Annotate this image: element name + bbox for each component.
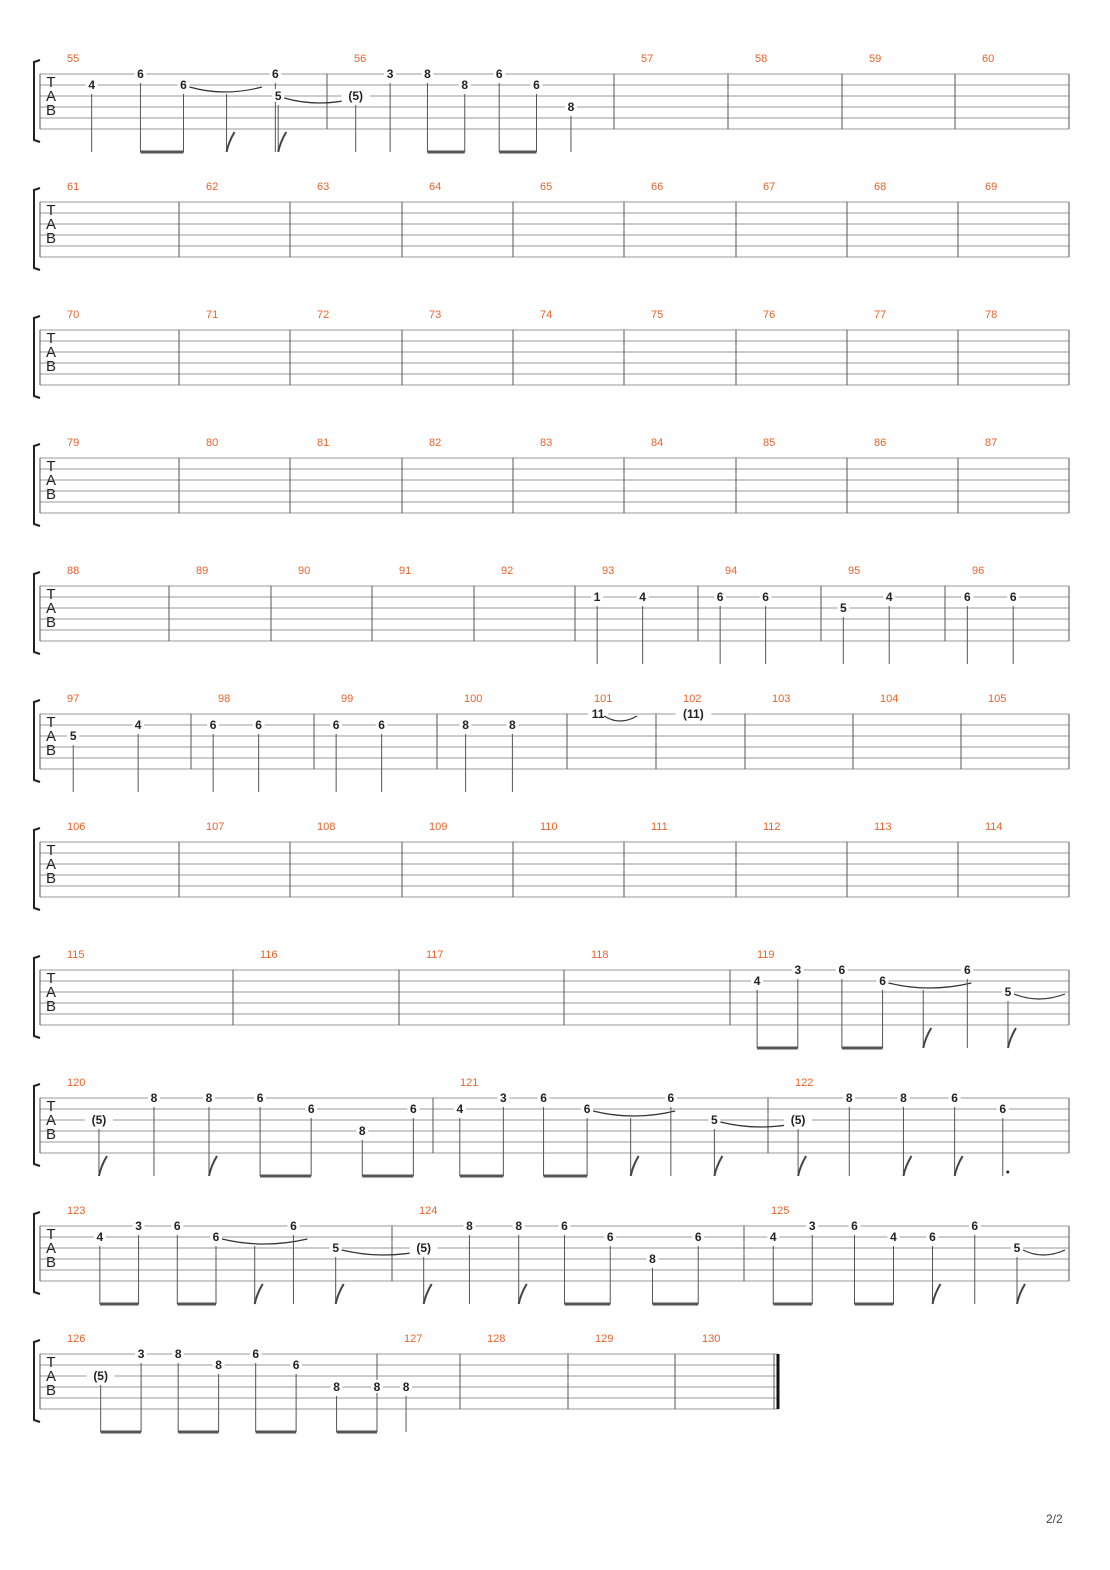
tie-arc — [593, 1111, 675, 1116]
fret-number: 8 — [333, 1380, 340, 1394]
fret-number: 8 — [845, 1091, 853, 1105]
measure-number: 88 — [67, 565, 80, 577]
measure-number: 104 — [880, 693, 899, 705]
measure-number: 67 — [763, 181, 776, 193]
measure-number: 93 — [602, 565, 615, 577]
page-number: 2/2 — [1046, 1512, 1063, 1526]
tie-arc — [222, 1239, 307, 1244]
fret-number: 3 — [137, 1347, 145, 1361]
system-bracket — [34, 700, 40, 782]
fret-number: (5) — [93, 1369, 108, 1383]
tie-arc — [604, 716, 637, 721]
fret-number: 6 — [495, 67, 503, 81]
tab-clef-letter: A — [45, 344, 57, 361]
system-bracket — [34, 572, 40, 654]
note-flag — [903, 1156, 911, 1176]
measure-number: 78 — [985, 309, 998, 321]
measure-number: 65 — [540, 181, 553, 193]
measure-number: 76 — [763, 309, 776, 321]
tab-clef-letter: T — [46, 1354, 56, 1371]
measure-number: 128 — [487, 1333, 506, 1345]
measure-number: 86 — [874, 437, 887, 449]
fret-number: 4 — [134, 718, 142, 732]
tie-arc — [1014, 994, 1065, 999]
note-flag — [99, 1156, 107, 1176]
fret-number: 3 — [135, 1219, 142, 1233]
measure-number: 71 — [206, 309, 219, 321]
fret-number: 8 — [424, 67, 431, 81]
measure-number: 119 — [757, 949, 775, 961]
tab-system — [34, 309, 1069, 398]
fret-number: 11 — [591, 707, 605, 721]
fret-number: 6 — [838, 963, 846, 977]
fret-number: 6 — [716, 590, 724, 604]
note-flag — [336, 1284, 344, 1304]
measure-number: 58 — [755, 53, 768, 65]
fret-number: 6 — [929, 1230, 936, 1244]
measure-number: 121 — [460, 1077, 479, 1089]
measure-number: 123 — [67, 1205, 86, 1217]
measure-number: 60 — [982, 53, 995, 65]
tab-clef-letter: B — [45, 1126, 57, 1143]
fret-number: 8 — [509, 718, 516, 732]
measure-number: 111 — [651, 821, 668, 833]
note-flag — [714, 1156, 722, 1176]
measure-number: 63 — [317, 181, 330, 193]
tab-clef-letter: A — [45, 856, 57, 873]
fret-number: 6 — [561, 1219, 568, 1233]
measure-number: 98 — [218, 693, 231, 705]
fret-number: 6 — [173, 1219, 181, 1233]
tab-clef-letter: B — [45, 1254, 57, 1271]
tab-clef-letter: A — [45, 1112, 57, 1129]
note-flag — [798, 1156, 806, 1176]
fret-number: 6 — [963, 963, 971, 977]
tab-clef-letter: A — [45, 472, 57, 489]
note-flag — [631, 1156, 639, 1176]
tab-clef-letter: B — [45, 358, 57, 375]
measure-number: 100 — [464, 693, 483, 705]
measure-number: 92 — [501, 565, 514, 577]
tab-clef-letter: T — [46, 458, 56, 475]
fret-number: 6 — [137, 67, 144, 81]
measure-number: 75 — [651, 309, 664, 321]
tab-clef-letter: A — [45, 728, 57, 745]
fret-number: 6 — [999, 1102, 1007, 1116]
tab-clef-letter: T — [46, 74, 56, 91]
measure-number: 79 — [67, 437, 80, 449]
fret-number: 8 — [215, 1358, 222, 1372]
fret-number: (5) — [790, 1113, 806, 1127]
note-flag — [1017, 1284, 1025, 1304]
fret-number: 6 — [1009, 590, 1017, 604]
fret-number: 3 — [794, 963, 802, 977]
fret-number: (11) — [683, 707, 704, 721]
system-bracket — [34, 316, 40, 398]
tab-system — [34, 1333, 778, 1432]
tab-clef-letter: T — [46, 1226, 56, 1243]
fret-number: 6 — [963, 590, 971, 604]
tab-system — [34, 437, 1069, 526]
note-flag — [933, 1284, 941, 1304]
tab-system — [34, 949, 1069, 1048]
fret-number: 6 — [212, 1230, 220, 1244]
measure-number: 84 — [651, 437, 664, 449]
tab-clef-letter: B — [45, 742, 57, 759]
duration-dot — [1006, 1171, 1009, 1174]
measure-number: 73 — [429, 309, 442, 321]
measure-number: 95 — [848, 565, 861, 577]
measure-number: 62 — [206, 181, 219, 193]
fret-number: 6 — [271, 67, 279, 81]
system-bracket — [34, 1340, 40, 1422]
fret-number: 6 — [255, 718, 262, 732]
fret-number: 6 — [851, 1219, 858, 1233]
tab-clef-letter: T — [46, 586, 56, 603]
fret-number: (5) — [348, 89, 364, 103]
fret-number: 6 — [879, 974, 886, 988]
measure-number: 110 — [540, 821, 558, 833]
fret-number: 6 — [540, 1091, 547, 1105]
measure-number: 74 — [540, 309, 553, 321]
measure-number: 115 — [67, 949, 85, 961]
fret-number: 8 — [461, 78, 469, 92]
tie-arc — [1023, 1250, 1065, 1255]
note-flag — [278, 132, 286, 152]
fret-number: 6 — [667, 1091, 675, 1105]
fret-number: 6 — [583, 1102, 591, 1116]
system-bracket — [34, 444, 40, 526]
note-flag — [227, 132, 235, 152]
tab-system — [34, 1077, 1069, 1176]
fret-number: 4 — [753, 974, 761, 988]
fret-number: 4 — [88, 78, 96, 92]
measure-number: 59 — [869, 53, 882, 65]
tab-clef-letter: B — [45, 998, 57, 1015]
system-bracket — [34, 956, 40, 1038]
fret-number: 8 — [515, 1219, 523, 1233]
fret-number: 4 — [456, 1102, 464, 1116]
tab-clef-letter: T — [46, 842, 56, 859]
measure-number: 83 — [540, 437, 553, 449]
fret-number: 6 — [951, 1091, 958, 1105]
fret-number: 8 — [900, 1091, 907, 1105]
tab-system — [34, 821, 1069, 910]
tie-arc — [190, 87, 262, 92]
measure-number: 126 — [67, 1333, 86, 1345]
system-bracket — [34, 1084, 40, 1166]
tab-clef-letter: A — [45, 984, 57, 1001]
fret-number: 6 — [694, 1230, 702, 1244]
measure-number: 91 — [399, 565, 412, 577]
note-flag — [923, 1028, 931, 1048]
fret-number: 5 — [839, 601, 847, 615]
tab-system — [34, 53, 1069, 152]
fret-number: 6 — [256, 1091, 264, 1105]
tab-clef-letter: T — [46, 202, 56, 219]
fret-number: 3 — [386, 67, 394, 81]
measure-number: 107 — [206, 821, 225, 833]
tab-clef-letter: A — [45, 1368, 57, 1385]
fret-number: 8 — [150, 1091, 158, 1105]
fret-number: 6 — [410, 1102, 417, 1116]
measure-number: 55 — [67, 53, 80, 65]
system-bracket — [34, 188, 40, 270]
fret-number: 5 — [332, 1241, 340, 1255]
fret-number: 4 — [96, 1230, 104, 1244]
measure-number: 68 — [874, 181, 887, 193]
measure-number: 112 — [763, 821, 781, 833]
tab-clef-letter: A — [45, 88, 57, 105]
fret-number: (5) — [91, 1113, 107, 1127]
tab-clef-letter: T — [46, 330, 56, 347]
fret-number: 6 — [332, 718, 340, 732]
tab-clef-letter: A — [45, 216, 57, 233]
tab-clef-letter: T — [46, 970, 56, 987]
tab-clef-letter: A — [45, 600, 57, 617]
measure-number: 64 — [429, 181, 442, 193]
fret-number: 8 — [402, 1380, 410, 1394]
fret-number: 3 — [500, 1091, 507, 1105]
measure-number: 96 — [972, 565, 985, 577]
fret-number: 6 — [762, 590, 769, 604]
fret-number: 6 — [378, 718, 385, 732]
note-flag — [1008, 1028, 1016, 1048]
fret-number: 8 — [174, 1347, 182, 1361]
tab-clef-letter: A — [45, 1240, 57, 1257]
fret-number: 5 — [69, 729, 77, 743]
tab-system — [34, 1205, 1069, 1304]
fret-number: 5 — [274, 89, 282, 103]
fret-number: 8 — [373, 1380, 381, 1394]
fret-number: (5) — [416, 1241, 432, 1255]
fret-number: 5 — [711, 1113, 718, 1127]
fret-number: 8 — [567, 100, 575, 114]
measure-number: 124 — [419, 1205, 438, 1217]
tab-clef-letter: B — [45, 486, 57, 503]
tab-clef-letter: T — [46, 714, 56, 731]
measure-number: 130 — [702, 1333, 721, 1345]
measure-number: 77 — [874, 309, 887, 321]
tab-clef-letter: B — [45, 614, 57, 631]
measure-number: 72 — [317, 309, 330, 321]
fret-number: 8 — [205, 1091, 213, 1105]
measure-number: 116 — [260, 949, 278, 961]
measure-number: 99 — [341, 693, 354, 705]
measure-number: 125 — [771, 1205, 790, 1217]
fret-number: 8 — [649, 1252, 656, 1266]
measure-number: 70 — [67, 309, 80, 321]
measure-number: 113 — [874, 821, 892, 833]
tab-clef-letter: B — [45, 1382, 57, 1399]
system-bracket — [34, 828, 40, 910]
measure-number: 82 — [429, 437, 442, 449]
fret-number: 6 — [533, 78, 540, 92]
measure-number: 81 — [317, 437, 330, 449]
measure-number: 80 — [206, 437, 219, 449]
measure-number: 61 — [67, 181, 80, 193]
note-flag — [424, 1284, 432, 1304]
measure-number: 97 — [67, 693, 80, 705]
tab-clef-letter: B — [45, 230, 57, 247]
tab-clef-letter: B — [45, 870, 57, 887]
tab-system — [34, 565, 1069, 664]
fret-number: 8 — [466, 1219, 473, 1233]
measure-number: 129 — [595, 1333, 614, 1345]
note-flag — [209, 1156, 217, 1176]
measure-number: 87 — [985, 437, 998, 449]
fret-number: 8 — [358, 1124, 366, 1138]
measure-number: 103 — [772, 693, 791, 705]
measure-number: 89 — [196, 565, 209, 577]
measure-number: 106 — [67, 821, 86, 833]
fret-number: 6 — [252, 1347, 260, 1361]
tab-system — [34, 693, 1069, 792]
fret-number: 5 — [1013, 1241, 1021, 1255]
measure-number: 114 — [985, 821, 1003, 833]
measure-number: 102 — [683, 693, 702, 705]
measure-number: 122 — [795, 1077, 814, 1089]
note-flag — [519, 1284, 527, 1304]
fret-number: 6 — [209, 718, 217, 732]
fret-number: 4 — [885, 590, 893, 604]
note-flag — [255, 1284, 263, 1304]
fret-number: 4 — [769, 1230, 777, 1244]
fret-number: 4 — [639, 590, 646, 604]
measure-number: 66 — [651, 181, 664, 193]
measure-number: 118 — [591, 949, 609, 961]
fret-number: 8 — [462, 718, 469, 732]
tab-clef-letter: T — [46, 1098, 56, 1115]
measure-number: 109 — [429, 821, 448, 833]
tie-arc — [889, 983, 972, 988]
fret-number: 6 — [292, 1358, 300, 1372]
system-bracket — [34, 1212, 40, 1294]
measure-number: 108 — [317, 821, 336, 833]
fret-number: 6 — [971, 1219, 979, 1233]
measure-number: 90 — [298, 565, 311, 577]
fret-number: 1 — [593, 590, 601, 604]
fret-number: 6 — [606, 1230, 614, 1244]
measure-number: 57 — [641, 53, 654, 65]
measure-number: 101 — [594, 693, 613, 705]
measure-number: 120 — [67, 1077, 86, 1089]
measure-number: 105 — [988, 693, 1007, 705]
fret-number: 4 — [890, 1230, 897, 1244]
fret-number: 6 — [307, 1102, 315, 1116]
measure-number: 117 — [426, 949, 444, 961]
tab-system — [34, 181, 1069, 270]
fret-number: 6 — [180, 78, 187, 92]
fret-number: 5 — [1004, 985, 1012, 999]
measure-number: 56 — [354, 53, 367, 65]
tab-clef-letter: B — [45, 102, 57, 119]
system-bracket — [34, 60, 40, 142]
measure-number: 85 — [763, 437, 776, 449]
measure-number: 94 — [725, 565, 738, 577]
fret-number: 6 — [290, 1219, 297, 1233]
measure-number: 127 — [404, 1333, 423, 1345]
fret-number: 3 — [808, 1219, 816, 1233]
measure-number: 69 — [985, 181, 998, 193]
note-flag — [955, 1156, 963, 1176]
